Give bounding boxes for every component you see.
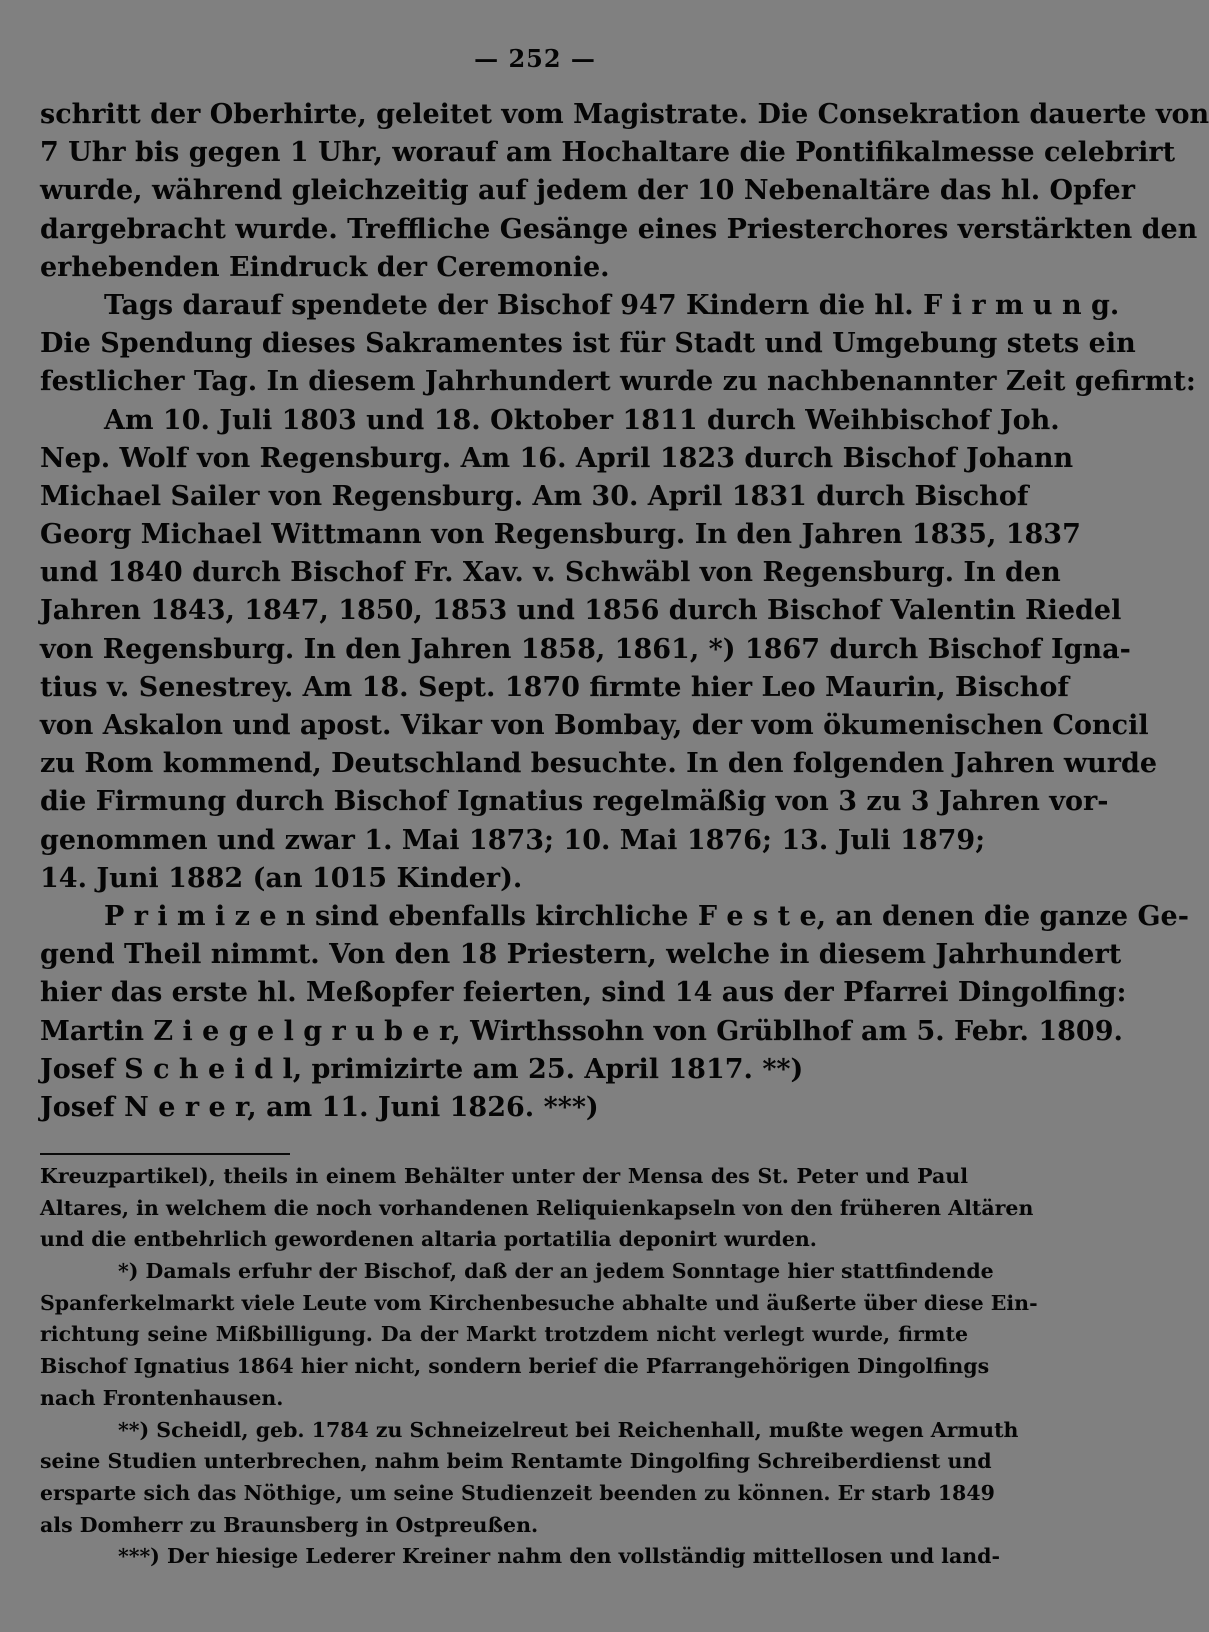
text-line: 7 Uhr bis gegen 1 Uhr, worauf am Hochaltare die Pontifikalmesse celebrirt [40, 137, 1176, 169]
page-header [0, 44, 1000, 73]
page-number: — 252 — [474, 44, 596, 73]
text-line: die Firmung durch Bischof Ignatius regelmäßig von 3 zu 3 Jahren vor- [40, 786, 1109, 818]
text-line: Die Spendung dieses Sakramentes ist für Stadt und Umgebung stets ein [40, 328, 1136, 360]
footnote-line: ersparte sich das Nöthige, um seine Studienzeit beenden zu können. Er starb 1849 [40, 1480, 995, 1505]
footnote-line: Kreuzpartikel), theils in einem Behälter unter der Mensa des St. Peter und Paul [40, 1164, 968, 1188]
text-line: wurde, während gleichzeitig auf jedem der 10 Nebenaltäre das hl. Opfer [40, 175, 1135, 207]
text-line: Georg Michael Wittmann von Regensburg. In den Jahren 1835, 1837 [40, 519, 1081, 551]
footnote-line: und die entbehrlich gewordenen altaria portatilia deponirt wurden. [40, 1227, 817, 1252]
text-line: Tags darauf spendete der Bischof 947 Kindern die hl. F i r m u n g. [104, 289, 1120, 321]
footnote-line: seine Studien unterbrechen, nahm beim Rentamte Dingolfing Schreiberdienst und [40, 1449, 992, 1474]
footnote-line: *) Damals erfuhr der Bischof, daß der an jedem Sonntage hier stattfindende [118, 1259, 994, 1284]
footnote-line: nach Frontenhausen. [40, 1385, 284, 1410]
footnote-line: Spanferkelmarkt viele Leute vom Kirchenbesuche abhalte und äußerte über diese Ein- [40, 1290, 1038, 1315]
text-line: Am 10. Juli 1803 und 18. Oktober 1811 durch Weihbischof Joh. [104, 404, 1060, 436]
text-line: zu Rom kommend, Deutschland besuchte. In den folgenden Jahren wurde [40, 748, 1158, 780]
text-line: festlicher Tag. In diesem Jahrhundert wurde zu nachbenannter Zeit gefirmt: [40, 366, 1196, 398]
text-line: Jahren 1843, 1847, 1850, 1853 und 1856 durch Bischof Valentin Riedel [40, 595, 1122, 627]
text-line: Nep. Wolf von Regensburg. Am 16. April 1823 durch Bischof Johann [40, 442, 1074, 474]
text-line: tius v. Senestrey. Am 18. Sept. 1870 firmte hier Leo Maurin, Bischof [40, 671, 1069, 703]
text-line: gend Theil nimmt. Von den 18 Priestern, welche in diesem Jahrhundert [40, 939, 1122, 971]
footnote-line: richtung seine Mißbilligung. Da der Markt trotzdem nicht verlegt wurde, firmte [40, 1322, 968, 1347]
text-line: Josef N e r e r, am 11. Juni 1826. ***) [40, 1091, 599, 1123]
text-line: Michael Sailer von Regensburg. Am 30. April 1831 durch Bischof [40, 480, 1029, 512]
text-line: erhebenden Eindruck der Ceremonie. [40, 251, 610, 283]
footnote-line: Bischof Ignatius 1864 hier nicht, sondern berief die Pfarrangehörigen Dingolfings [40, 1354, 990, 1379]
footnotes [40, 1161, 1038, 1573]
footnote-line: Altares, in welchem die noch vorhandenen Reliquienkapseln von den früheren Altären [40, 1195, 1034, 1220]
text-line: 14. Juni 1882 (an 1015 Kinder). [40, 862, 523, 894]
text-line: und 1840 durch Bischof Fr. Xav. v. Schwäbl von Regensburg. In den [40, 557, 1061, 589]
text-line: hier das erste hl. Meßopfer feierten, sind 14 aus der Pfarrei Dingolfing: [40, 977, 1127, 1009]
text-line: Martin Z i e g e l g r u b e r, Wirthssohn von Grüblhof am 5. Febr. 1809. [40, 1015, 1123, 1047]
footnote-line: ***) Der hiesige Lederer Kreiner nahm den vollständig mittellosen und land- [118, 1544, 1001, 1569]
footnote-divider [40, 1153, 290, 1155]
text-line: genommen und zwar 1. Mai 1873; 10. Mai 1876; 13. Juli 1879; [40, 824, 986, 856]
footnote-line: **) Scheidl, geb. 1784 zu Schneizelreut bei Reichenhall, mußte wegen Armuth [118, 1417, 1019, 1442]
text-line: von Askalon und apost. Vikar von Bombay, der vom ökumenischen Concil [40, 710, 1149, 741]
text-line: dargebracht wurde. Treffliche Gesänge eines Priesterchores verstärkten den [40, 213, 1198, 245]
text-line: P r i m i z e n sind ebenfalls kirchliche F e s t e, an denen die ganze Ge- [104, 900, 1189, 932]
footnote-line: als Domherr zu Braunsberg in Ostpreußen. [40, 1512, 539, 1537]
text-line: schritt der Oberhirte, geleitet vom Magistrate. Die Consekration dauerte von [40, 99, 1209, 130]
text-line: Josef S c h e i d l, primizirte am 25. April 1817. **) [40, 1053, 804, 1085]
text-line: von Regensburg. In den Jahren 1858, 1861, *) 1867 durch Bischof Igna- [40, 633, 1131, 665]
main-text [40, 96, 1209, 1127]
